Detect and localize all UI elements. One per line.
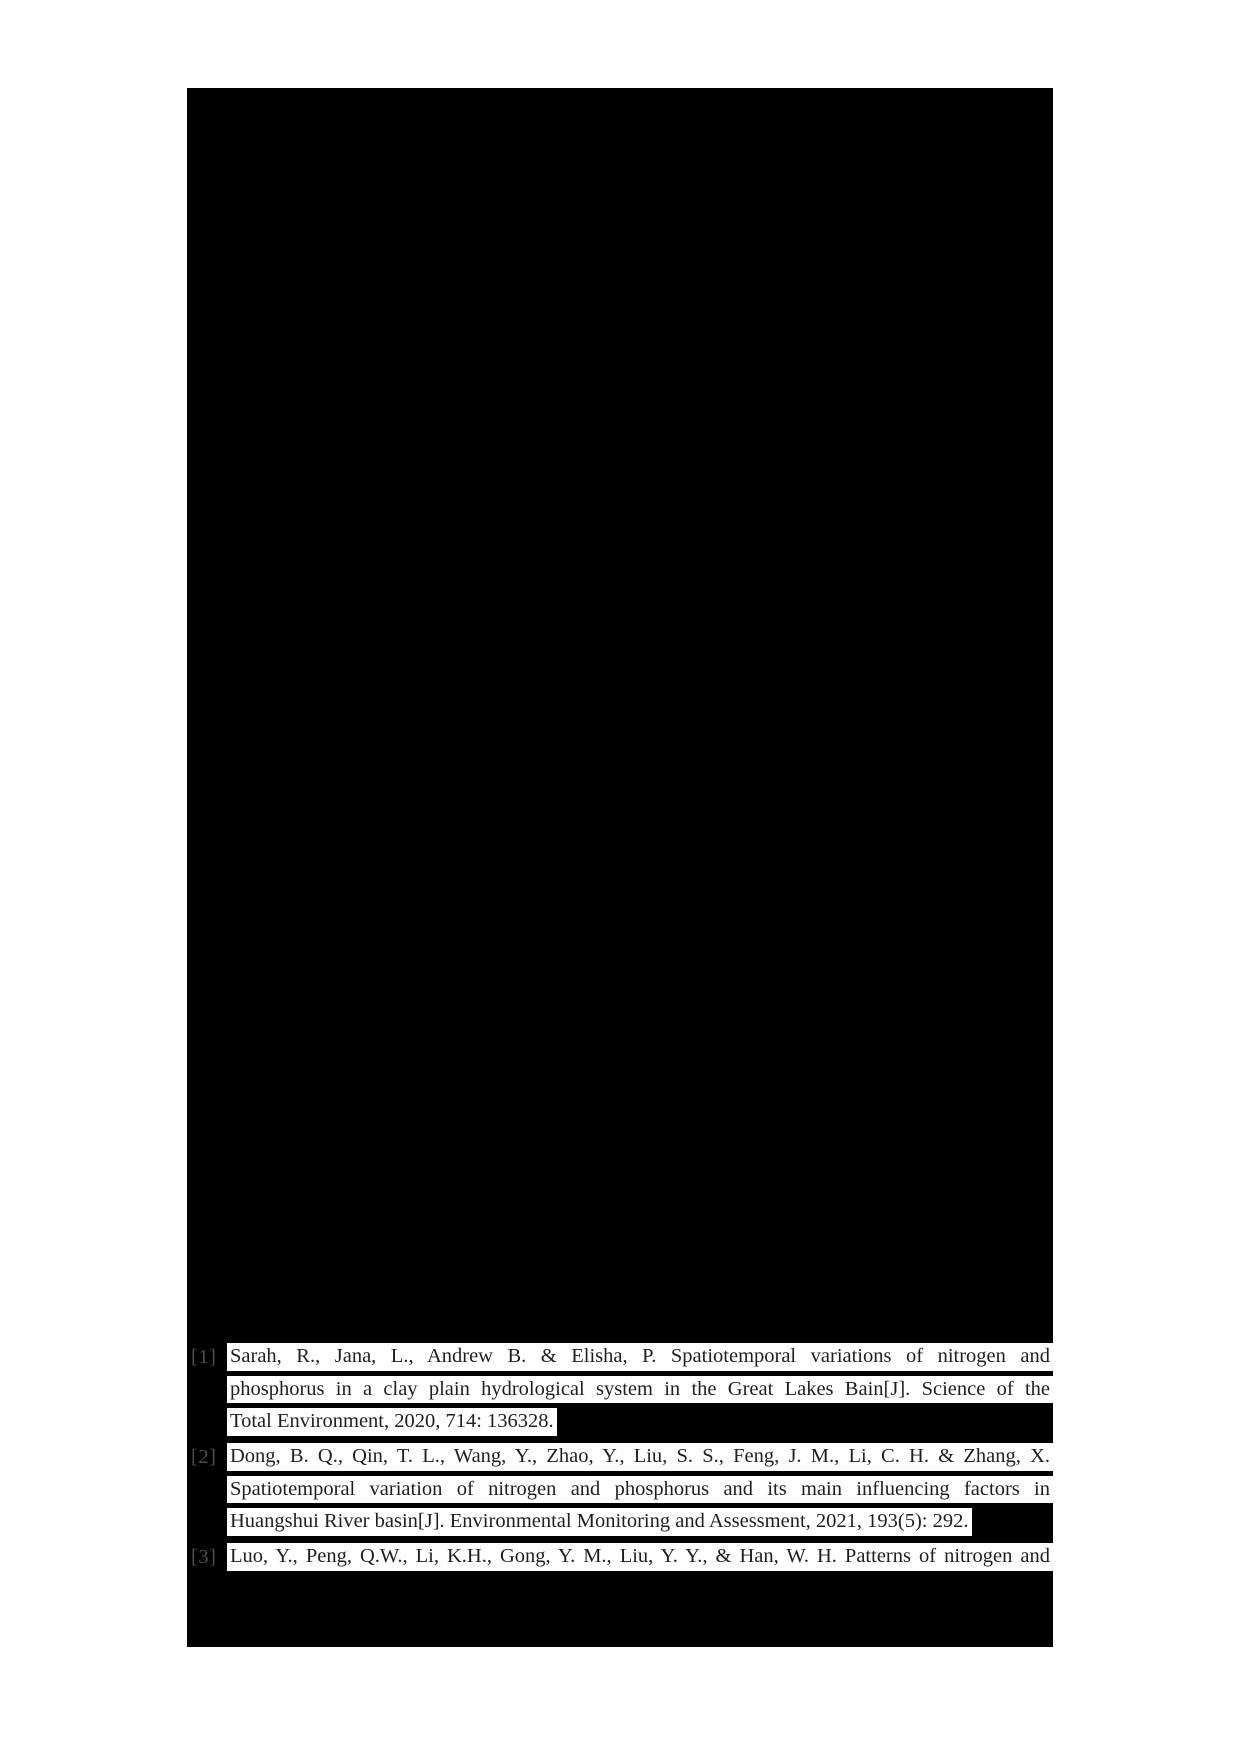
references-list — [187, 1343, 1053, 1578]
highlighted-citation-text: phosphorus in a clay plain hydrological system in the Great Lakes Bain[J]. Science of the — [227, 1376, 1053, 1404]
reference-item — [187, 1343, 1053, 1441]
highlighted-citation-text: Dong, B. Q., Qin, T. L., Wang, Y., Zhao, Y., Liu, S. S., Feng, J. M., Li, C. H. & Zhang, X. — [227, 1443, 1053, 1471]
highlighted-citation-text: Total Environment, 2020, 714: 136328. — [227, 1408, 557, 1436]
highlighted-citation-text: Luo, Y., Peng, Q.W., Li, K.H., Gong, Y. M., Liu, Y. Y., & Han, W. H. Patterns of nitrogen and — [227, 1543, 1053, 1571]
highlighted-citation-text: Sarah, R., Jana, L., Andrew B. & Elisha, P. Spatiotemporal variations of nitrogen and — [227, 1343, 1053, 1371]
reference-text-lines — [227, 1443, 1053, 1541]
reference-text-lines — [227, 1343, 1053, 1441]
reference-number: [3] — [191, 1546, 217, 1568]
highlighted-citation-text: Spatiotemporal variation of nitrogen and phosphorus and its main influencing factors in — [227, 1476, 1053, 1504]
reference-number: [2] — [191, 1446, 217, 1468]
reference-line — [227, 1376, 1053, 1404]
reference-item — [187, 1443, 1053, 1541]
reference-line — [227, 1443, 1053, 1471]
reference-line — [227, 1543, 1053, 1571]
reference-line — [227, 1408, 1053, 1436]
reference-number: [1] — [191, 1346, 217, 1368]
reference-line — [227, 1476, 1053, 1504]
reference-line — [227, 1343, 1053, 1371]
highlighted-citation-text: Huangshui River basin[J]. Environmental Monitoring and Assessment, 2021, 193(5): 292. — [227, 1508, 972, 1536]
reference-line — [227, 1508, 1053, 1536]
redacted-content-block — [187, 88, 1053, 1647]
reference-text-lines — [227, 1543, 1053, 1576]
reference-item — [187, 1543, 1053, 1576]
